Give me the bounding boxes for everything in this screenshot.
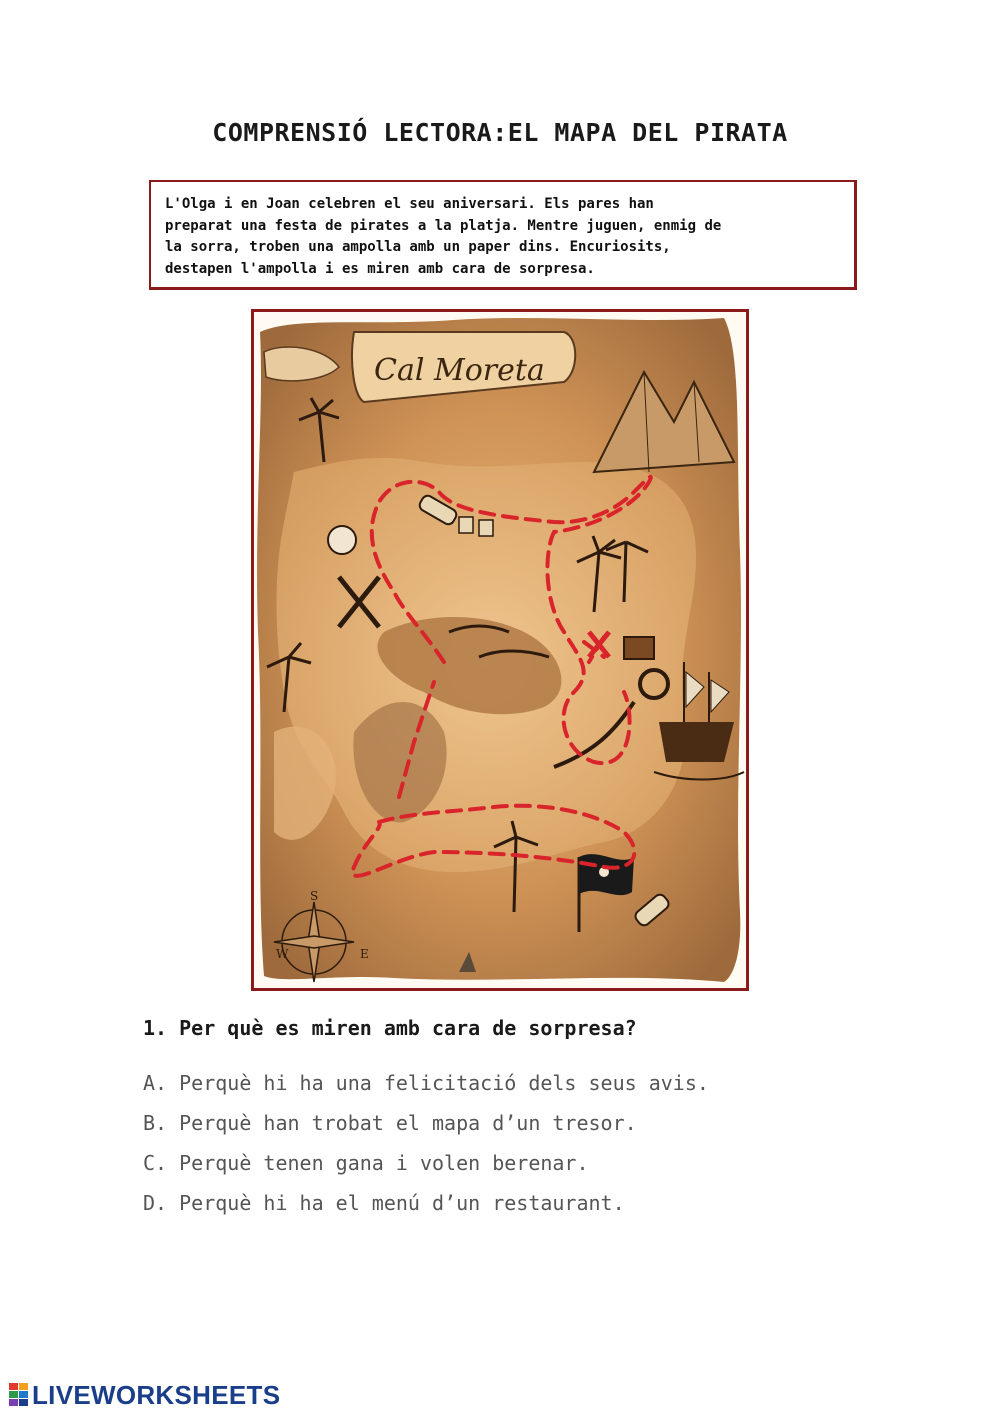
answer-options [143,1070,709,1230]
option-d[interactable]: D. Perquè hi ha el menú d’un restaurant. [143,1191,625,1215]
liveworksheets-logo[interactable] [8,1380,280,1410]
intro-text-box [149,180,857,290]
intro-line: destapen l'ampolla i es miren amb cara de sorpresa. [165,260,595,277]
intro-line: preparat una festa de pirates a la platja. Mentre juguen, enmig de [165,217,722,234]
brand-name: LIVEWORKSHEETS [32,1379,281,1410]
map-banner-text: Cal Moreta [374,353,545,388]
option-c[interactable]: C. Perquè tenen gana i volen berenar. [143,1151,589,1175]
compass-e: E [360,947,369,961]
worksheet-title: COMPRENSIÓ LECTORA:EL MAPA DEL PIRATA [212,118,788,147]
intro-line: la sorra, troben una ampolla amb un paper dins. Encuriosits, [165,239,671,255]
compass-s: S [310,889,319,903]
intro-line: L'Olga i en Joan celebren el seu aniversari. Els pares han [165,196,654,212]
brand-blocks-icon [8,1382,30,1408]
compass-w: W [276,947,289,961]
treasure-map-image [251,309,749,991]
option-b[interactable]: B. Perquè han trobat el mapa d’un tresor. [143,1111,637,1135]
question-1: 1. Per què es miren amb cara de sorpresa? [143,1016,637,1040]
option-a[interactable]: A. Perquè hi ha una felicitació dels seus avis. [143,1071,709,1095]
